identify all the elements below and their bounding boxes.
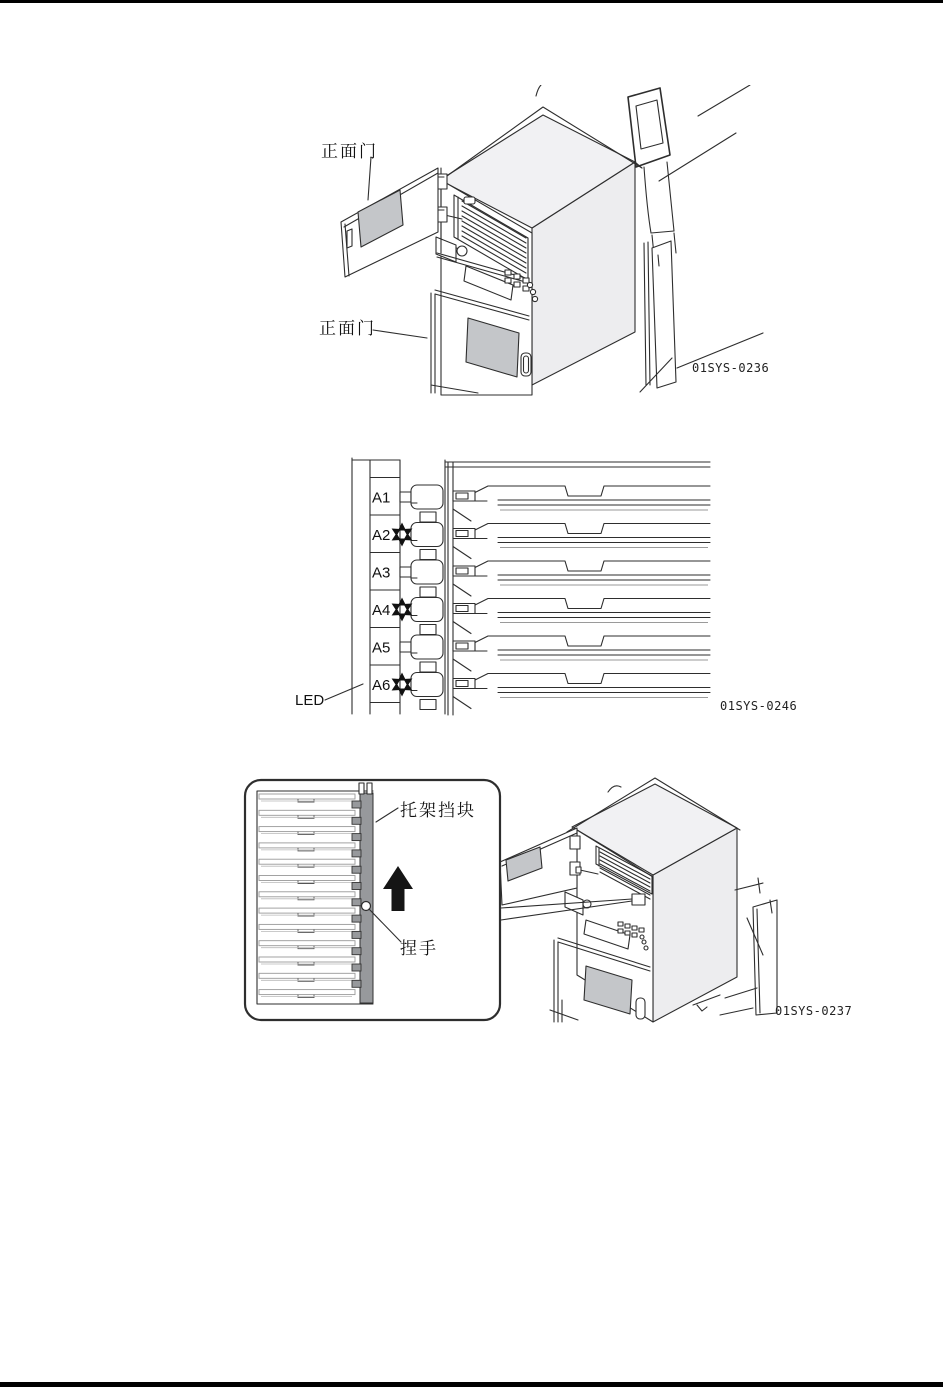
leader-door-bottom <box>373 330 427 338</box>
front-doors-illustration <box>278 85 770 397</box>
label-led: LED <box>295 692 325 709</box>
tray-stack-art <box>453 486 710 709</box>
label-grip: 捏手 <box>400 939 438 958</box>
tray-stopper-illustration <box>240 770 900 1032</box>
figure-front-doors <box>278 85 770 397</box>
stacker-machine-art <box>431 107 642 395</box>
label-front-door-top: 正面门 <box>321 142 378 161</box>
leader-led <box>325 684 363 700</box>
page-footer-rule <box>0 1382 943 1387</box>
page-header-rule <box>0 0 943 3</box>
figure-id-0237: 01SYS-0237 <box>775 1004 853 1018</box>
slot-label-a5: A5 <box>372 639 391 657</box>
figure-tray-stopper <box>240 770 900 1032</box>
slot-label-a1: A1 <box>372 489 391 507</box>
figure-id-0246: 01SYS-0246 <box>720 699 798 713</box>
label-tray-stopper: 托架挡块 <box>400 801 476 820</box>
slot-label-a6: A6 <box>372 677 391 694</box>
slot-label-a3: A3 <box>372 564 391 582</box>
tray-stopper-rail <box>360 793 373 1003</box>
tray-leds-illustration <box>290 455 790 720</box>
figure-id-0236: 01SYS-0236 <box>692 361 770 375</box>
slot-latches-art <box>400 485 443 710</box>
leader-door-top <box>368 157 371 200</box>
open-door-art <box>341 168 438 277</box>
slot-label-a2: A2 <box>372 527 391 544</box>
slot-label-a4: A4 <box>372 602 391 619</box>
label-front-door-bottom: 正面门 <box>319 319 376 338</box>
figure-tray-leds <box>290 455 798 720</box>
stacker-machine-small-art <box>500 778 777 1022</box>
